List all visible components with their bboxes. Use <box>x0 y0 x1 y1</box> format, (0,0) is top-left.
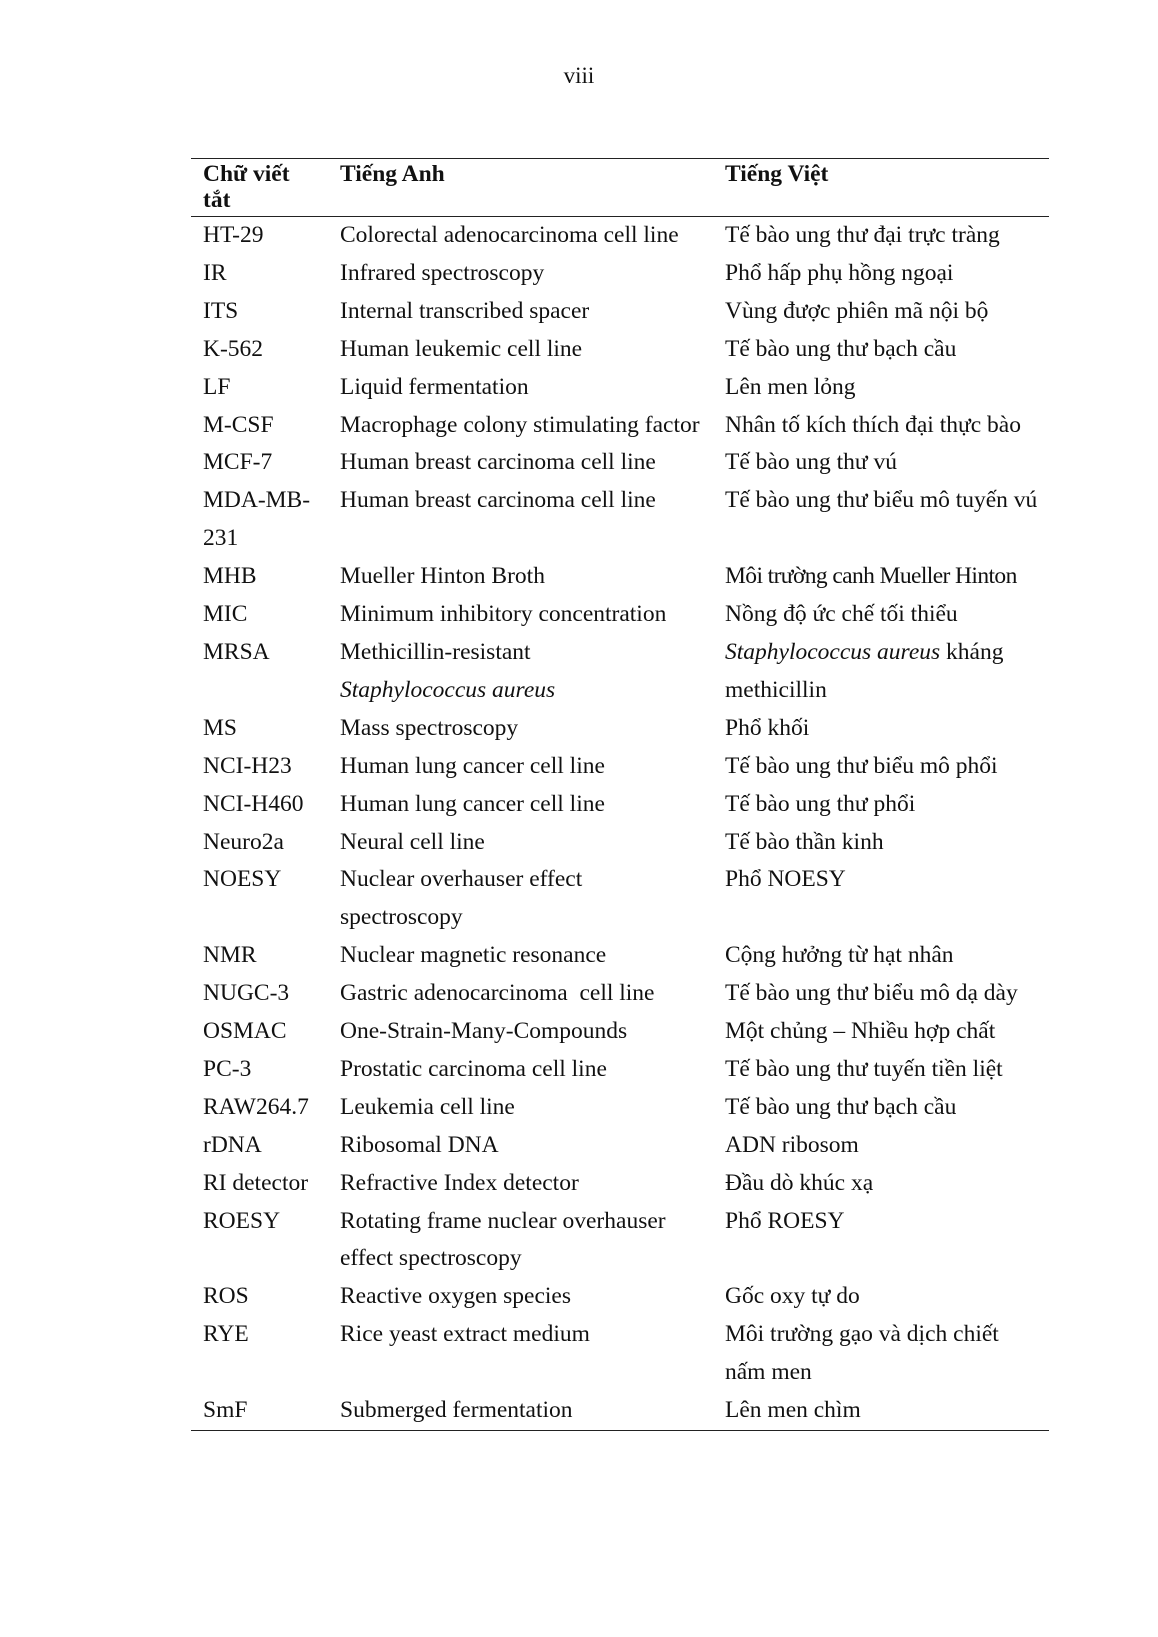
english-cell: Prostatic carcinoma cell line <box>340 1055 607 1082</box>
vietnamese-cell: Tế bào ung thư biểu mô tuyến vú <box>725 487 1038 514</box>
english-cell: Reactive oxygen species <box>340 1283 571 1310</box>
abbr-cell: rDNA <box>203 1131 262 1158</box>
table-row <box>191 558 1049 596</box>
vietnamese-cell: Phổ ROESY <box>725 1207 845 1234</box>
vietnamese-cell: Lên men chìm <box>725 1397 861 1424</box>
vietnamese-plain-text: kháng methicillin <box>725 638 1004 703</box>
english-cell: Mueller Hinton Broth <box>340 563 545 590</box>
table-row <box>191 293 1049 331</box>
table-row <box>191 217 1049 255</box>
table-row <box>191 710 1049 748</box>
abbr-cell: MIC <box>203 601 248 628</box>
vietnamese-cell: Môi trường canh Mueller Hinton <box>725 563 1017 590</box>
vietnamese-cell: Tế bào thần kinh <box>725 828 884 855</box>
english-cell: Refractive Index detector <box>340 1169 579 1196</box>
abbr-cell: IR <box>203 259 227 286</box>
table-row <box>191 482 1049 558</box>
abbr-cell: LF <box>203 373 231 400</box>
vietnamese-cell: Tế bào ung thư biểu mô dạ dày <box>725 980 1018 1007</box>
table-row <box>191 1013 1049 1051</box>
vietnamese-cell: Cộng hưởng từ hạt nhân <box>725 942 954 969</box>
table-row <box>191 596 1049 634</box>
abbr-cell: MS <box>203 714 237 741</box>
english-cell: Human lung cancer cell line <box>340 752 605 779</box>
table-row <box>191 1278 1049 1316</box>
abbr-cell: RYE <box>203 1321 249 1348</box>
table-row <box>191 1392 1049 1430</box>
abbr-cell: RI detector <box>203 1169 309 1196</box>
english-cell: Liquid fermentation <box>340 373 529 400</box>
table-row <box>191 1089 1049 1127</box>
table-row <box>191 1316 1049 1392</box>
abbr-cell: SmF <box>203 1397 248 1424</box>
english-cell: Leukemia cell line <box>340 1093 515 1120</box>
vietnamese-italic-text: Staphylococcus aureus <box>725 638 941 665</box>
vietnamese-cell: Môi trường gạo và dịch chiết nấm men <box>725 1321 999 1386</box>
english-cell: Neural cell line <box>340 828 485 855</box>
abbr-cell: MHB <box>203 563 257 590</box>
abbr-cell: OSMAC <box>203 1018 287 1045</box>
abbr-cell: PC-3 <box>203 1055 252 1082</box>
english-cell: Infrared spectroscopy <box>340 259 545 286</box>
english-cell: Rotating frame nuclear overhauser effect spectroscopy <box>340 1207 666 1272</box>
table-row <box>191 748 1049 786</box>
abbr-cell: ITS <box>203 297 239 324</box>
vietnamese-cell: Tế bào ung thư bạch cầu <box>725 1093 957 1120</box>
table-header-row <box>191 159 1049 217</box>
english-cell: Human leukemic cell line <box>340 335 583 362</box>
table-row <box>191 331 1049 369</box>
english-cell: Nuclear overhauser effect spectroscopy <box>340 866 583 931</box>
abbr-cell: Neuro2a <box>203 828 284 855</box>
abbr-cell: ROS <box>203 1283 249 1310</box>
abbr-cell: MCF-7 <box>203 449 273 476</box>
abbr-cell: MRSA <box>203 638 270 665</box>
table-row <box>191 824 1049 862</box>
vietnamese-cell: ADN ribosom <box>725 1131 859 1158</box>
abbr-cell: NCI-H23 <box>203 752 292 779</box>
abbr-cell: NCI-H460 <box>203 790 304 817</box>
vietnamese-cell: Nồng độ ức chế tối thiểu <box>725 601 958 628</box>
english-cell: Rice yeast extract medium <box>340 1321 590 1348</box>
english-cell: Human breast carcinoma cell line <box>340 487 656 514</box>
english-cell: Human breast carcinoma cell line <box>340 449 656 476</box>
english-cell: Ribosomal DNA <box>340 1131 499 1158</box>
abbr-cell: RAW264.7 <box>203 1093 309 1120</box>
table-row <box>191 861 1049 937</box>
vietnamese-cell: Tế bào ung thư biểu mô phổi <box>725 752 998 779</box>
table-row <box>191 407 1049 445</box>
english-cell: Colorectal adenocarcinoma cell line <box>340 222 679 248</box>
english-cell: Mass spectroscopy <box>340 714 519 741</box>
vietnamese-cell <box>713 634 1049 710</box>
english-cell: Submerged fermentation <box>340 1397 573 1424</box>
vietnamese-cell: Tế bào ung thư tuyến tiền liệt <box>725 1055 1003 1082</box>
table-row <box>191 1165 1049 1203</box>
english-cell <box>328 634 713 710</box>
table-row <box>191 937 1049 975</box>
table-row <box>191 1051 1049 1089</box>
english-italic-text: Staphylococcus aureus <box>340 676 556 703</box>
abbr-cell: M-CSF <box>203 411 274 438</box>
table-row <box>191 634 1049 710</box>
header-vietnamese: Tiếng Việt <box>725 161 829 187</box>
page-number: viii <box>563 63 595 88</box>
english-plain-text: Methicillin-resistant <box>340 638 531 665</box>
abbreviation-table <box>191 158 1049 1431</box>
table-row <box>191 369 1049 407</box>
abbr-cell: NOESY <box>203 866 282 893</box>
vietnamese-cell: Phổ khối <box>725 714 810 741</box>
vietnamese-cell: Tế bào ung thư bạch cầu <box>725 335 957 362</box>
header-english: Tiếng Anh <box>340 161 445 187</box>
english-cell: Minimum inhibitory concentration <box>340 601 667 628</box>
vietnamese-cell: Một chủng – Nhiều hợp chất <box>725 1018 996 1045</box>
abbr-cell: K-562 <box>203 335 264 362</box>
vietnamese-cell: Tế bào ung thư đại trực tràng <box>725 222 1000 248</box>
abbr-cell: MDA-MB-231 <box>203 487 311 552</box>
vietnamese-cell: Vùng được phiên mã nội bộ <box>725 297 989 324</box>
table-row <box>191 975 1049 1013</box>
vietnamese-cell: Lên men lỏng <box>725 373 856 400</box>
english-cell: Gastric adenocarcinoma cell line <box>340 980 655 1007</box>
abbr-cell: ROESY <box>203 1207 281 1234</box>
english-cell: Nuclear magnetic resonance <box>340 942 607 969</box>
abbr-cell: NMR <box>203 942 257 969</box>
english-cell: Macrophage colony stimulating factor <box>340 411 700 438</box>
abbr-cell: HT-29 <box>203 222 264 248</box>
table-row <box>191 1203 1049 1279</box>
vietnamese-cell: Tế bào ung thư vú <box>725 449 897 476</box>
table-row <box>191 255 1049 293</box>
english-cell: One-Strain-Many-Compounds <box>340 1018 628 1045</box>
english-cell: Human lung cancer cell line <box>340 790 605 817</box>
vietnamese-cell: Phổ NOESY <box>725 866 846 893</box>
table-row <box>191 444 1049 482</box>
english-cell: Internal transcribed spacer <box>340 297 590 324</box>
abbr-cell: NUGC-3 <box>203 980 290 1007</box>
table-row <box>191 786 1049 824</box>
header-abbreviation: Chữ viết tắt <box>203 161 290 213</box>
vietnamese-cell: Nhân tố kích thích đại thực bào <box>725 411 1021 438</box>
vietnamese-cell: Đầu dò khúc xạ <box>725 1169 874 1196</box>
vietnamese-cell: Phổ hấp phụ hồng ngoại <box>725 259 954 286</box>
vietnamese-cell: Tế bào ung thư phổi <box>725 790 916 817</box>
table-row <box>191 1127 1049 1165</box>
vietnamese-cell: Gốc oxy tự do <box>725 1283 860 1310</box>
